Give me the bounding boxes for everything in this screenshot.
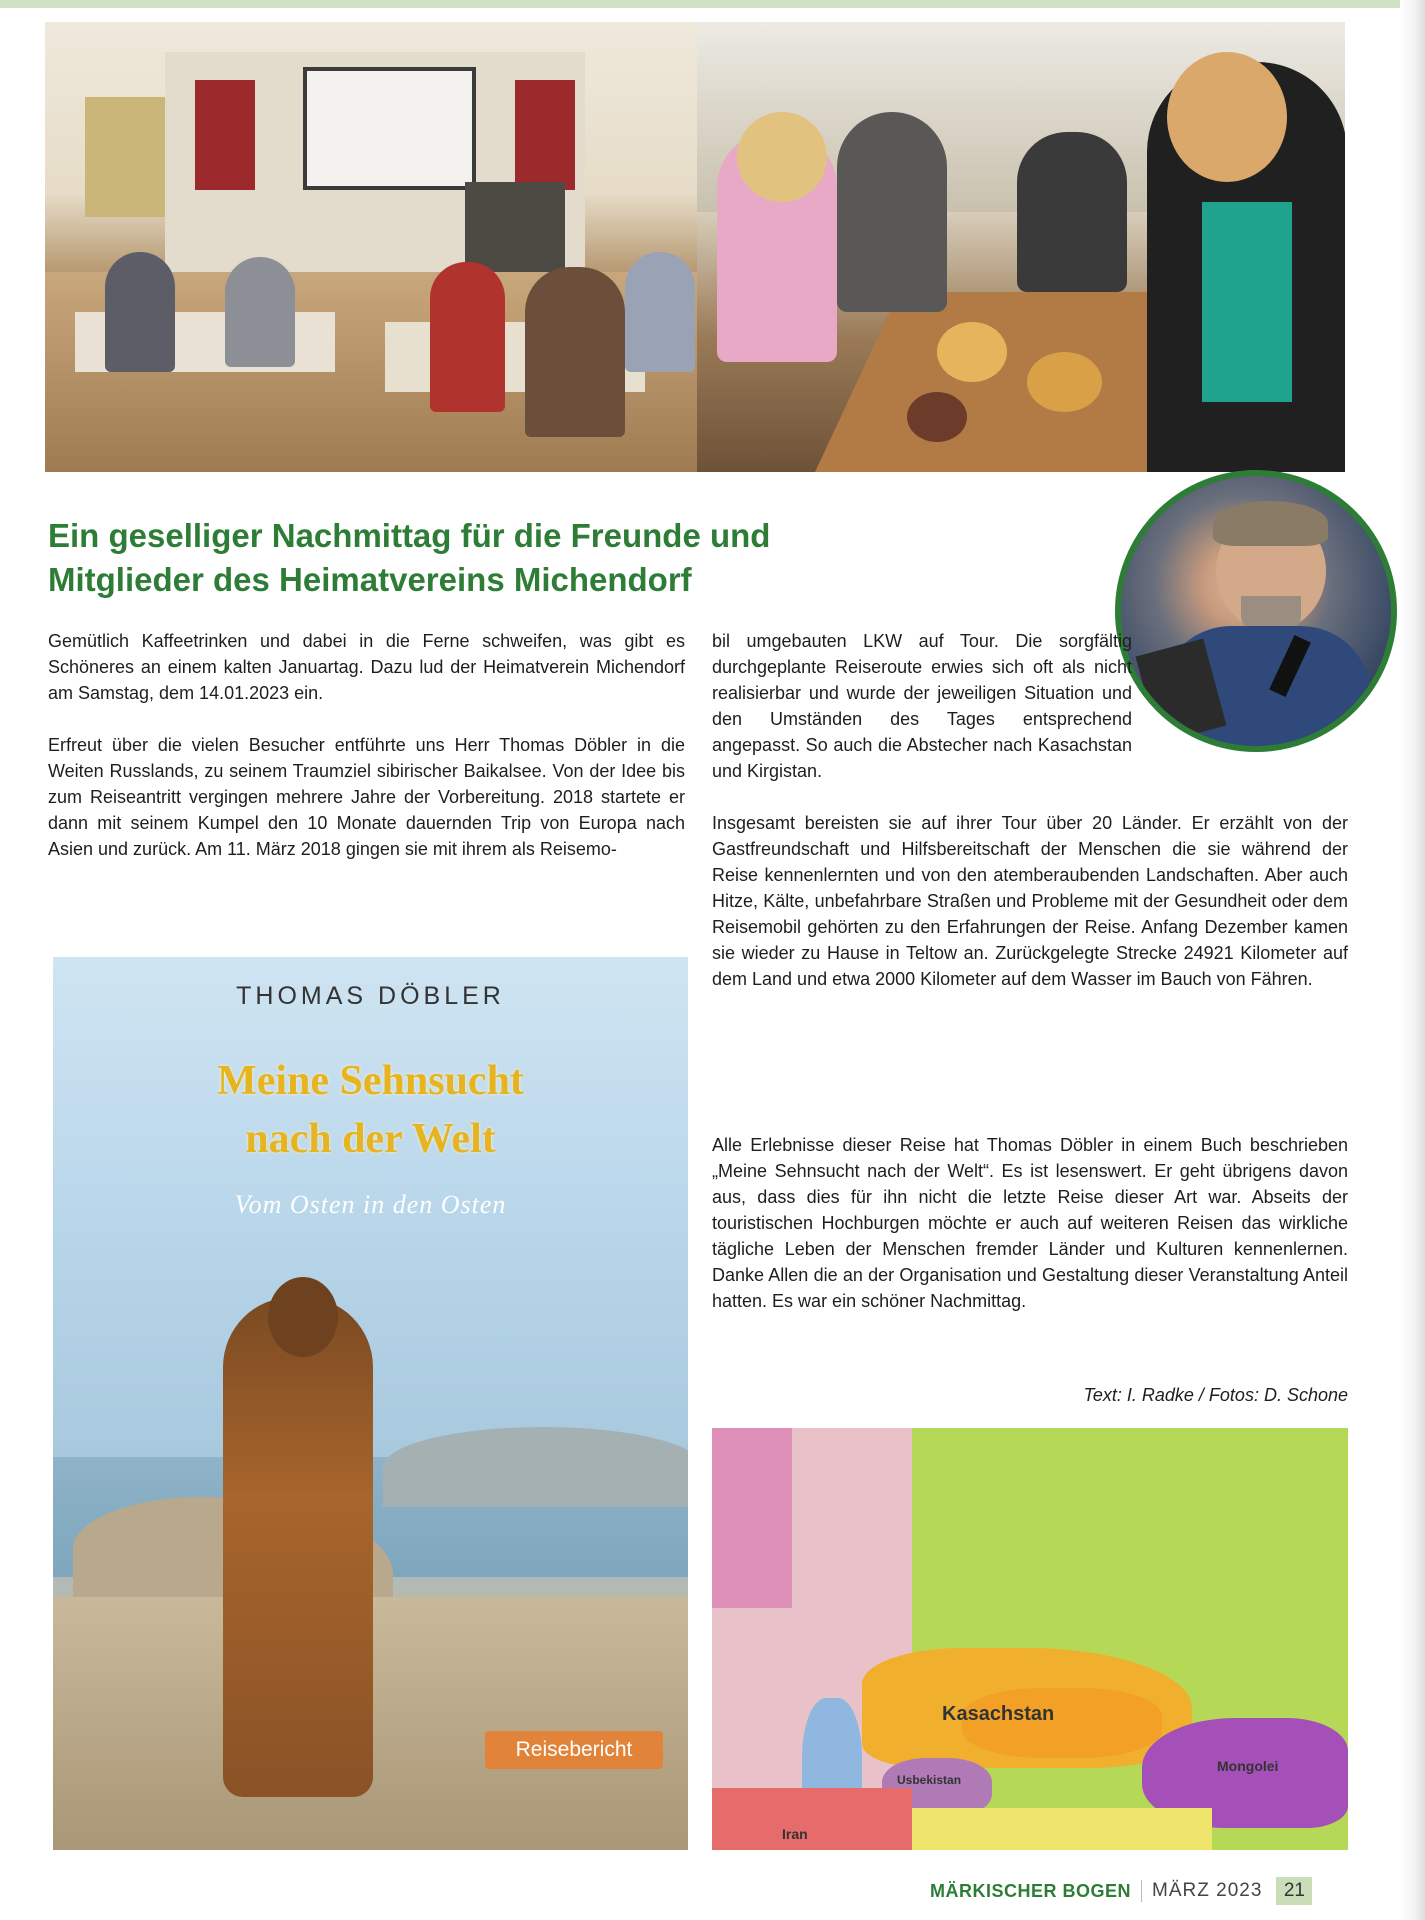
article-column-left	[48, 628, 685, 888]
issue-date: MÄRZ 2023	[1152, 1880, 1263, 1901]
paragraph-speaker: Erfreut über die vielen Besucher entführte uns Herr Thomas Döbler in die Weiten Russlands, zu seinem Traumziel sibirischer Baikalsee. Von der Idee bis zum Reiseantritt vergingen mehrere Jahre der Vorbereitung. 2018 startete er dann mit seinem Kumpel den 10 Monate dauernden Trip von Europa nach Asien und zurück. Am 11. März 2018 gingen sie mit ihrem als Reisemo-	[48, 735, 685, 859]
page-edge-shadow	[1400, 0, 1425, 1920]
footer-divider	[1141, 1880, 1142, 1902]
book-cover	[53, 957, 688, 1850]
photo-hall-audience	[45, 22, 697, 472]
article-column-right-top	[712, 628, 1132, 810]
article-headline	[48, 514, 1108, 602]
book-subtitle: Vom Osten in den Osten	[234, 1190, 507, 1219]
page-number: 21	[1276, 1877, 1312, 1905]
map-label-kasachstan: Kasachstan	[942, 1703, 1055, 1725]
paragraph-book: Alle Erlebnisse dieser Reise hat Thomas Döbler in einem Buch beschrieben „Meine Sehnsucht nach der Welt“. Es ist lesenswert. Er geht übrigens davon aus, dass dies für ihn nicht die letzte Reise dieser Art war. Abseits der touristischen Hochburgen möchte er auch auf weiteren Reisen das wirkliche tägliche Leben der Menschen fremder Länder und Kulturen kennenlernen. Danke Allen die an der Organisation und Gestaltung dieser Veranstaltung Anteil hatten. Es war ein schöner Nachmittag.	[712, 1135, 1348, 1311]
book-title	[53, 1052, 688, 1168]
book-genre-badge: Reisebericht	[485, 1731, 663, 1769]
headline-line-2: Mitglieder des Heimatvereins Michendorf	[48, 561, 692, 598]
article-column-right-middle	[712, 810, 1348, 1018]
article-column-right-bottom	[712, 1132, 1348, 1340]
headline-line-1: Ein geselliger Nachmittag für die Freunde und	[48, 517, 771, 554]
map-label-iran: Iran	[782, 1826, 808, 1842]
map-label-mongolei: Mongolei	[1217, 1758, 1279, 1774]
photo-credit: Text: I. Radke / Fotos: D. Schone	[1083, 1385, 1348, 1405]
magazine-name: MÄRKISCHER BOGEN	[930, 1880, 1132, 1901]
page-footer	[930, 1876, 1312, 1906]
map-label-usbekistan: Usbekistan	[897, 1773, 962, 1787]
paragraph-route: bil umgebauten LKW auf Tour. Die sorgfältig durchgeplante Reiseroute erwies sich oft als nicht realisierbar und wurde der jeweiligen Situation und den Umständen des Tages entsprechend angepasst. So auch die Abstecher nach Kasachstan und Kirgistan.	[712, 631, 1132, 781]
top-color-bar	[0, 0, 1425, 8]
route-map	[712, 1428, 1348, 1850]
speaker-portrait	[1115, 470, 1397, 752]
projection-screen	[303, 67, 476, 190]
paragraph-intro: Gemütlich Kaffeetrinken und dabei in die Ferne schweifen, was gibt es Schöneres an einem kalten Januartag. Dazu lud der Heimatverein Michendorf am Samstag, dem 14.01.2023 ein.	[48, 631, 685, 703]
book-author: THOMAS DÖBLER	[236, 982, 505, 1010]
paragraph-journey: Insgesamt bereisten sie auf ihrer Tour über 20 Länder. Er erzählt von der Gastfreundschaft und Hilfsbereitschaft der Menschen die sie während der Reise kennenlernten und von den atemberaubenden Landschaften. Aber auch Hitze, Kälte, unbefahrbare Straßen und Probleme mit der Gesundheit oder dem Reisemobil gehörten zu den Erfahrungen der Reise. Anfang Dezember kamen sie wieder zu Hause in Teltow an. Zurückgelegte Strecke 24921 Kilometer auf dem Land und etwa 2000 Kilometer auf dem Wasser im Bauch von Fähren.	[712, 813, 1348, 989]
book-title-line-2: nach der Welt	[245, 1116, 496, 1162]
book-title-line-1: Meine Sehnsucht	[217, 1058, 524, 1104]
photo-buffet	[697, 22, 1345, 472]
